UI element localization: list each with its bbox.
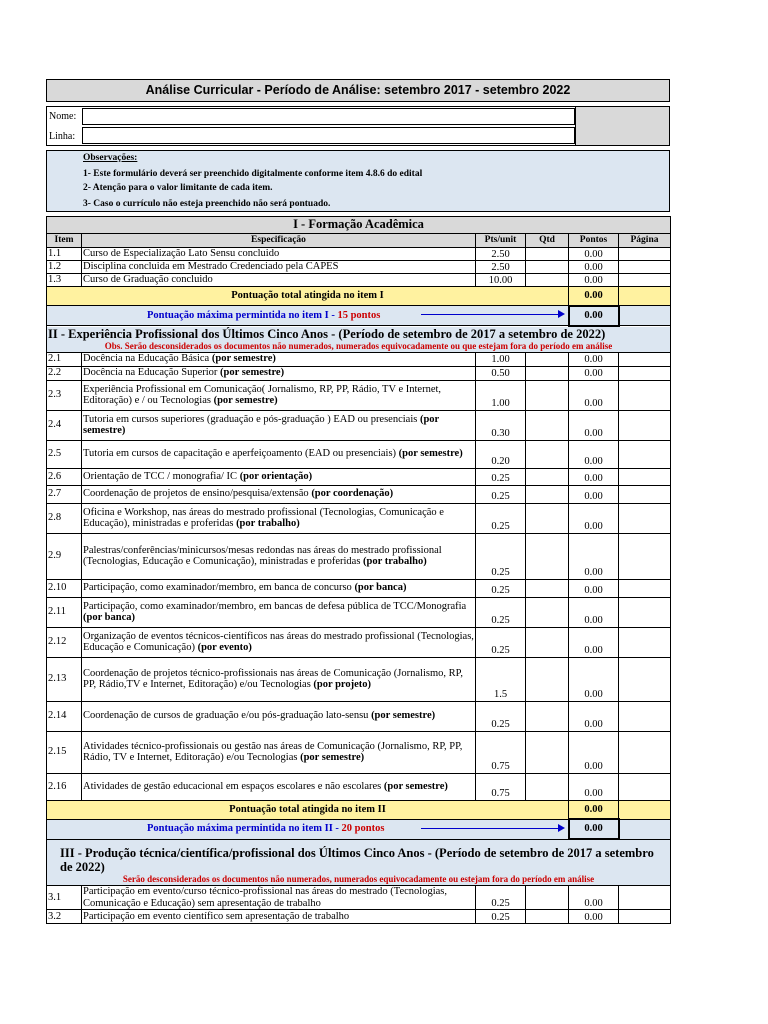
row-specification: [82, 597, 476, 627]
row-pontos: 0.00: [569, 503, 619, 533]
row-qtd-input[interactable]: [526, 701, 569, 731]
row-pagina-input[interactable]: [619, 248, 671, 261]
row-item-number: 2.5: [47, 440, 82, 468]
row-qtd-input[interactable]: [526, 261, 569, 274]
row-qtd-input[interactable]: [526, 533, 569, 579]
row-pts-unit: 0.75: [476, 731, 526, 773]
table-row: [47, 274, 671, 287]
row-spec-unit: (por semestre): [398, 448, 463, 460]
section-title: II - Experiência Profissional dos Últimos Cinco Anos - (Período de setembro de 2017 a setembro de 2022): [48, 326, 606, 341]
row-pts-unit: 0.25: [476, 503, 526, 533]
row-spec-text: Curso de Especialização Lato Sensu concluido: [83, 248, 280, 260]
row-specification: [82, 440, 476, 468]
row-qtd-input[interactable]: [526, 503, 569, 533]
row-pontos: 0.00: [569, 701, 619, 731]
row-pontos: 0.00: [569, 886, 619, 910]
row-item-number: 1.1: [47, 248, 82, 261]
row-spec-unit: (por semestre): [300, 752, 365, 763]
row-pontos: 0.00: [569, 274, 619, 287]
row-spec-unit: (por semestre): [371, 710, 436, 722]
total-empty: [619, 800, 671, 819]
row-pontos: 0.00: [569, 380, 619, 410]
row-spec-unit: (por projeto): [313, 679, 372, 690]
table-row: [47, 352, 671, 366]
col-head-item: Item: [47, 234, 82, 248]
arrow-icon: [421, 314, 563, 315]
table-row: [47, 533, 671, 579]
row-spec-text: Oficina e Workshop, nas áreas do mestrado profissional (Tecnologias, Comunicação e Educação), ministradas e proferidas: [83, 506, 444, 529]
row-specification: [82, 261, 476, 274]
row-spec-text: Participação, como examinador/membro, em banca de concurso: [83, 582, 355, 594]
row-specification: [82, 274, 476, 287]
col-head-pts: Pts/unit: [476, 234, 526, 248]
row-item-number: 2.6: [47, 468, 82, 485]
table-row: [47, 503, 671, 533]
table-row: [47, 597, 671, 627]
row-pagina-input[interactable]: [619, 440, 671, 468]
row-item-number: 2.1: [47, 352, 82, 366]
total-value: 0.00: [569, 287, 619, 306]
row-qtd-input[interactable]: [526, 274, 569, 287]
row-pagina-input[interactable]: [619, 410, 671, 440]
row-spec-text: Coordenação de cursos de graduação e/ou pós-graduação lato-sensu: [83, 710, 372, 722]
row-spec-unit: (por semestre): [211, 353, 276, 365]
row-pontos: 0.00: [569, 597, 619, 627]
row-pontos: 0.00: [569, 731, 619, 773]
row-pontos: 0.00: [569, 261, 619, 274]
row-spec-text: Atividades de gestão educacional em espaços escolares e não escolares: [83, 780, 384, 792]
row-pagina-input[interactable]: [619, 579, 671, 597]
row-item-number: 1.3: [47, 274, 82, 287]
row-specification: [82, 886, 476, 910]
row-pts-unit: 0.25: [476, 701, 526, 731]
row-qtd-input[interactable]: [526, 579, 569, 597]
section-title: I - Formação Acadêmica: [47, 217, 671, 234]
row-pts-unit: 1.5: [476, 657, 526, 701]
row-item-number: 2.10: [47, 579, 82, 597]
row-spec-text: Tutoria em cursos superiores (graduação e pós-graduação ) EAD ou presenciais: [83, 413, 420, 425]
row-pontos: 0.00: [569, 248, 619, 261]
section-header-row: [47, 326, 671, 353]
row-qtd-input[interactable]: [526, 380, 569, 410]
observations-title: Observações:: [83, 153, 138, 163]
observation-line: 1- Este formulário deverá ser preenchido digitalmente conforme item 4.8.6 do edital: [83, 169, 423, 179]
table-row: [47, 261, 671, 274]
row-specification: [82, 248, 476, 261]
row-pagina-input[interactable]: [619, 731, 671, 773]
row-pts-unit: 0.25: [476, 886, 526, 910]
row-pagina-input[interactable]: [619, 533, 671, 579]
row-pontos: 0.00: [569, 579, 619, 597]
row-spec-text: Participação em evento/curso técnico-profissional nas áreas do mestrado (Tecnologias, Comunicação e Educação) sem apresentação de trabalho: [83, 886, 448, 909]
row-specification: [82, 533, 476, 579]
row-pts-unit: 0.25: [476, 627, 526, 657]
row-spec-text: Docência na Educação Superior: [83, 367, 221, 379]
row-spec-unit: (por banca): [83, 612, 136, 623]
table-row: [47, 248, 671, 261]
row-qtd-input[interactable]: [526, 773, 569, 800]
row-qtd-input[interactable]: [526, 627, 569, 657]
row-item-number: 2.12: [47, 627, 82, 657]
row-specification: [82, 773, 476, 800]
table-row: [47, 731, 671, 773]
row-item-number: 2.15: [47, 731, 82, 773]
row-item-number: 2.9: [47, 533, 82, 579]
table-row: [47, 485, 671, 503]
col-head-qtd: Qtd: [526, 234, 569, 248]
max-value: 0.00: [569, 819, 619, 839]
row-specification: [82, 503, 476, 533]
row-qtd-input[interactable]: [526, 731, 569, 773]
row-qtd-input[interactable]: [526, 440, 569, 468]
row-pts-unit: 2.50: [476, 261, 526, 274]
row-specification: [82, 657, 476, 701]
row-specification: [82, 627, 476, 657]
row-pagina-input[interactable]: [619, 701, 671, 731]
row-pagina-input[interactable]: [619, 627, 671, 657]
row-spec-unit: (por banca): [354, 582, 407, 594]
row-spec-text: Orientação de TCC / monografia/ IC: [83, 470, 240, 482]
total-label: Pontuação total atingida no item II: [47, 800, 569, 819]
row-spec-unit: (por trabalho): [363, 556, 427, 567]
row-specification: [82, 701, 476, 731]
total-empty: [619, 287, 671, 306]
table-row: [47, 410, 671, 440]
row-pagina-input[interactable]: [619, 503, 671, 533]
row-specification: [82, 410, 476, 440]
max-row: [47, 306, 671, 326]
row-pagina-input[interactable]: [619, 773, 671, 800]
row-pts-unit: 0.30: [476, 410, 526, 440]
ident-gray-area: [575, 107, 669, 145]
row-item-number: 2.7: [47, 485, 82, 503]
max-value: 0.00: [569, 306, 619, 326]
row-item-number: 1.2: [47, 261, 82, 274]
max-points: 15 pontos: [337, 309, 381, 321]
row-pagina-input[interactable]: [619, 886, 671, 910]
row-item-number: 2.14: [47, 701, 82, 731]
row-pagina-input[interactable]: [619, 657, 671, 701]
row-spec-text: Atividades técnico-profissionais ou gestão nas áreas de Comunicação (Jornalismo, RP, PP, Rádio, TV e Internet, Editoração) e/ou Tecnologias: [83, 740, 463, 763]
row-pontos: 0.00: [569, 410, 619, 440]
row-pontos: 0.00: [569, 468, 619, 485]
row-item-number: 2.8: [47, 503, 82, 533]
row-specification: [82, 366, 476, 380]
row-pagina-input[interactable]: [619, 274, 671, 287]
row-specification: [82, 380, 476, 410]
row-pts-unit: 2.50: [476, 248, 526, 261]
table-row: [47, 579, 671, 597]
row-pagina-input[interactable]: [619, 468, 671, 485]
section-header: [47, 839, 671, 886]
table-row: [47, 701, 671, 731]
row-qtd-input[interactable]: [526, 468, 569, 485]
total-label: Pontuação total atingida no item I: [47, 287, 569, 306]
arrow-icon: [421, 828, 563, 829]
row-pts-unit: 0.25: [476, 533, 526, 579]
linha-field[interactable]: [82, 127, 575, 144]
row-item-number: 3.1: [47, 886, 82, 910]
row-specification: [82, 485, 476, 503]
row-pagina-input[interactable]: [619, 366, 671, 380]
row-spec-unit: (por semestre): [83, 413, 440, 436]
row-pts-unit: 0.25: [476, 597, 526, 627]
nome-field[interactable]: [82, 108, 575, 125]
row-spec-text: Participação, como examinador/membro, em bancas de defesa pública de TCC/Monografia: [83, 600, 467, 612]
row-pts-unit: 10.00: [476, 274, 526, 287]
section-header-row: [47, 839, 671, 886]
linha-label: Linha:: [49, 131, 76, 142]
row-spec-text: Disciplina concluida em Mestrado Credenciado pela CAPES: [83, 261, 339, 273]
row-pontos: 0.00: [569, 366, 619, 380]
row-specification: [82, 352, 476, 366]
row-spec-text: Docência na Educação Básica: [83, 353, 212, 365]
row-pagina-input[interactable]: [619, 910, 671, 924]
table-row: [47, 773, 671, 800]
row-item-number: 2.16: [47, 773, 82, 800]
row-pontos: 0.00: [569, 773, 619, 800]
row-pts-unit: 0.25: [476, 910, 526, 924]
row-qtd-input[interactable]: [526, 886, 569, 910]
row-pontos: 0.00: [569, 352, 619, 366]
max-label-text: Pontuação máxima permintida no item I -: [147, 309, 338, 321]
col-head-spec: Especificação: [82, 234, 476, 248]
table-row: [47, 380, 671, 410]
row-spec-unit: (por evento): [197, 642, 252, 653]
row-item-number: 3.2: [47, 910, 82, 924]
max-label: [47, 819, 569, 839]
page-title: Análise Curricular - Período de Análise: setembro 2017 - setembro 2022: [46, 79, 670, 102]
table-row: [47, 657, 671, 701]
row-pts-unit: 0.75: [476, 773, 526, 800]
total-row: [47, 287, 671, 306]
row-spec-text: Curso de Graduação concluido: [83, 274, 213, 286]
row-pontos: 0.00: [569, 485, 619, 503]
total-row: [47, 800, 671, 819]
row-spec-unit: (por semestre): [220, 367, 285, 379]
col-head-pontos: Pontos: [569, 234, 619, 248]
row-qtd-input[interactable]: [526, 352, 569, 366]
row-spec-unit: (por trabalho): [236, 518, 300, 529]
row-pontos: 0.00: [569, 627, 619, 657]
row-item-number: 2.3: [47, 380, 82, 410]
row-item-number: 2.13: [47, 657, 82, 701]
section-header: [47, 326, 671, 353]
table-row: [47, 366, 671, 380]
row-pontos: 0.00: [569, 440, 619, 468]
row-pts-unit: 0.25: [476, 579, 526, 597]
row-spec-text: Coordenação de projetos técnico-profissionais nas áreas de Comunicação (Jornalismo, RP, PP, Rádio,TV e Internet, Editoração) e/ou Tecnologias: [83, 667, 463, 690]
table-row: [47, 468, 671, 485]
total-value: 0.00: [569, 800, 619, 819]
row-pagina-input[interactable]: [619, 261, 671, 274]
row-spec-text: Organização de eventos técnicos-científicos nas áreas do mestrado profissional (Tecnologias, Educação e Comunicação): [83, 630, 474, 653]
row-pagina-input[interactable]: [619, 352, 671, 366]
row-spec-text: Tutoria em cursos de capacitação e aperfeiçoamento (EAD ou presenciais): [83, 448, 399, 460]
section-note: Obs. Serão desconsiderados os documentos não numerados, numerados equivocadamente ou que estejam fora do período em análise: [104, 340, 613, 351]
row-spec-unit: (por coordenação): [311, 488, 394, 500]
row-specification: [82, 731, 476, 773]
row-qtd-input[interactable]: [526, 485, 569, 503]
row-pagina-input[interactable]: [619, 597, 671, 627]
row-spec-unit: (por semestre): [213, 395, 278, 406]
score-table: [46, 216, 671, 924]
row-item-number: 2.2: [47, 366, 82, 380]
row-pts-unit: 1.00: [476, 352, 526, 366]
row-pts-unit: 0.25: [476, 485, 526, 503]
row-qtd-input[interactable]: [526, 366, 569, 380]
identification-box: [46, 106, 670, 146]
col-head-pagina: Página: [619, 234, 671, 248]
section-note: Serão desconsiderados os documentos não numerados, numerados equivocadamente ou estejam fora do período em análise: [122, 874, 595, 884]
row-qtd-input[interactable]: [526, 597, 569, 627]
row-pagina-input[interactable]: [619, 485, 671, 503]
observation-line: 3- Caso o currículo não esteja preenchido não será pontuado.: [83, 199, 331, 209]
row-item-number: 2.11: [47, 597, 82, 627]
row-pts-unit: 0.25: [476, 468, 526, 485]
row-specification: [82, 910, 476, 924]
row-specification: [82, 579, 476, 597]
max-label: [47, 306, 569, 326]
nome-label: Nome:: [49, 111, 77, 122]
row-spec-unit: (por semestre): [383, 780, 448, 792]
table-row: [47, 440, 671, 468]
max-row: [47, 819, 671, 839]
row-qtd-input[interactable]: [526, 657, 569, 701]
row-qtd-input[interactable]: [526, 410, 569, 440]
max-label-text: Pontuação máxima permintida no item II -: [147, 823, 342, 835]
max-empty: [619, 306, 671, 326]
section-title: III - Produção técnica/científica/profissional dos Últimos Cinco Anos - (Período de setembro de 2017 a setembro de 2022): [60, 846, 654, 874]
observations-box: [46, 150, 670, 212]
row-spec-unit: (por orientação): [239, 470, 313, 482]
row-spec-text: Experiência Profissional em Comunicação( Jornalismo, RP, PP, Rádio, TV e Internet, Editoração) e / ou Tecnologias: [83, 383, 442, 406]
max-points: 20 pontos: [341, 823, 385, 835]
row-pts-unit: 1.00: [476, 380, 526, 410]
table-row: [47, 910, 671, 924]
row-pts-unit: 0.20: [476, 440, 526, 468]
observation-line: 2- Atenção para o valor limitante de cada item.: [83, 183, 273, 193]
table-row: [47, 627, 671, 657]
row-pontos: 0.00: [569, 910, 619, 924]
row-qtd-input[interactable]: [526, 248, 569, 261]
row-spec-text: Palestras/conferências/minicursos/mesas redondas nas áreas do mestrado profissional (Tecnologias, Educação e Comunicação), ministradas e proferidas: [83, 544, 442, 567]
row-pontos: 0.00: [569, 657, 619, 701]
table-row: [47, 886, 671, 910]
row-pagina-input[interactable]: [619, 380, 671, 410]
row-spec-text: Participação em evento científico sem apresentação de trabalho: [83, 910, 350, 922]
row-qtd-input[interactable]: [526, 910, 569, 924]
max-empty: [619, 819, 671, 839]
row-pontos: 0.00: [569, 533, 619, 579]
row-item-number: 2.4: [47, 410, 82, 440]
row-specification: [82, 468, 476, 485]
row-pts-unit: 0.50: [476, 366, 526, 380]
row-spec-text: Coordenação de projetos de ensino/pesquisa/extensão: [83, 488, 312, 500]
